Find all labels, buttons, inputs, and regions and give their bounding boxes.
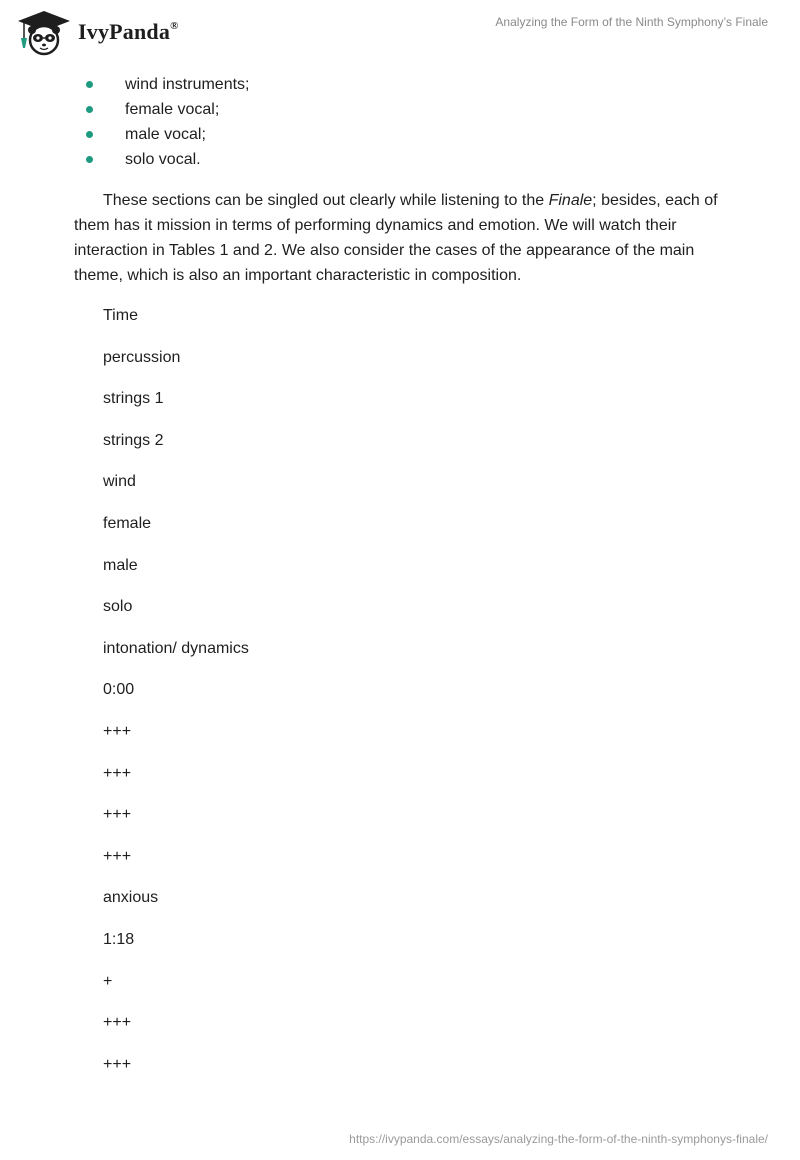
table-cell: 0:00 [103, 681, 135, 699]
list-item: solo vocal. [86, 147, 250, 172]
table-cell: +++ [103, 1055, 132, 1073]
table-cell: 1:18 [103, 930, 135, 948]
bullet-icon [86, 81, 93, 88]
table-cell-list [103, 305, 249, 1095]
table-cell: +++ [103, 806, 132, 824]
body-paragraph: These sections can be singled out clearly while listening to the Finale; besides, each of them has it mission in terms of performing dynamics and emotion. We will watch their interaction in Tables 1 and 2. We also consider the cases of the appearance of the main theme, which is also an important characteristic in composition. [74, 192, 718, 284]
list-item: male vocal; [86, 122, 250, 147]
table-cell: male [103, 556, 138, 574]
emphasis-finale: Finale [548, 192, 593, 209]
bullet-list [86, 72, 250, 172]
page-header [0, 0, 800, 64]
logo[interactable] [16, 8, 179, 56]
table-cell: solo [103, 598, 133, 616]
table-cell: female [103, 514, 152, 532]
bullet-icon [86, 106, 93, 113]
source-url[interactable]: https://ivypanda.com/essays/analyzing-the-form-of-the-ninth-symphonys-finale/ [349, 1132, 768, 1146]
table-cell: strings 2 [103, 431, 164, 449]
table-cell: wind [103, 473, 136, 491]
table-cell: +++ [103, 1014, 132, 1032]
table-cell: +++ [103, 722, 132, 740]
table-cell: percussion [103, 348, 181, 366]
panda-graduate-icon [16, 8, 72, 56]
brand-name: IvyPanda® [78, 19, 179, 44]
bullet-icon [86, 156, 93, 163]
table-cell: Time [103, 307, 138, 324]
document-title: Analyzing the Form of the Ninth Symphony’s Finale [495, 15, 768, 29]
table-cell: +++ [103, 764, 132, 782]
table-cell: strings 1 [103, 390, 164, 408]
table-cell: +++ [103, 847, 132, 865]
table-cell: + [103, 972, 113, 990]
table-cell: anxious [103, 889, 159, 907]
list-item: wind instruments; [86, 72, 250, 97]
bullet-icon [86, 131, 93, 138]
list-item: female vocal; [86, 97, 250, 122]
table-cell: intonation/ dynamics [103, 639, 249, 657]
